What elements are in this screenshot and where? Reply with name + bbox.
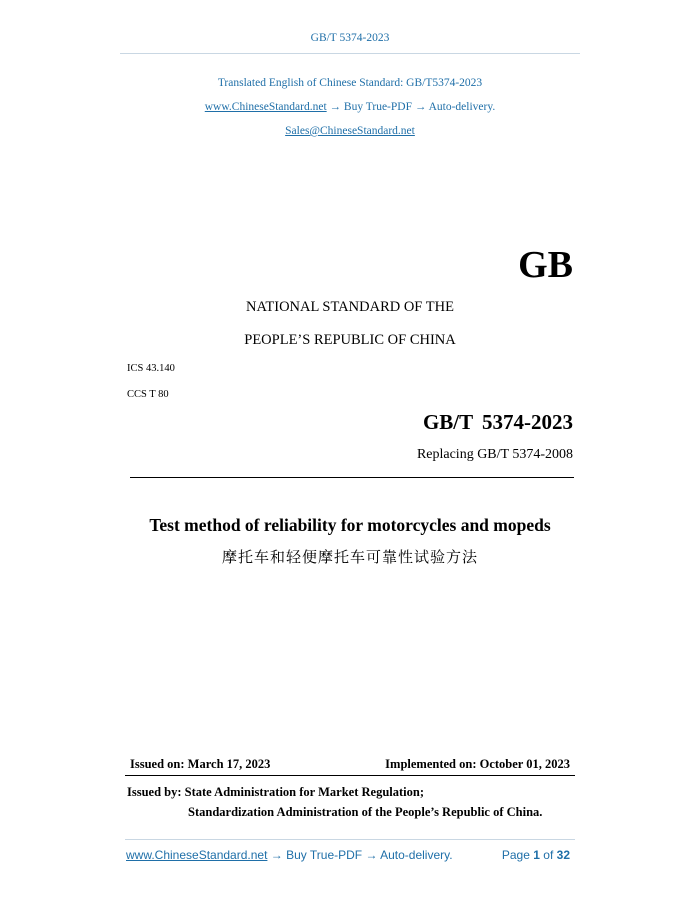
issued-by-line1: Issued by: State Administration for Market Regulation; [127, 785, 424, 799]
page-label: Page [501, 848, 530, 862]
footer-site-suffix: → Buy True-PDF → Auto-delivery. [267, 848, 453, 862]
promo-site-suffix: → Buy True-PDF → Auto-delivery. [326, 101, 496, 113]
document-title-chinese: 摩托车和轻便摩托车可靠性试验方法 [221, 548, 478, 566]
ics-code: ICS 43.140 [127, 363, 175, 374]
issue-divider [125, 775, 575, 776]
header-title: GB/T 5374-2023 [310, 32, 390, 44]
page-of-label: of [543, 848, 554, 862]
issued-by-line2: Standardization Administration of the People’s Republic of China. [188, 805, 543, 819]
issued-by-block [127, 782, 542, 822]
standard-number: GB/T 5374-2023 [422, 410, 573, 434]
promo-translation-line: Translated English of Chinese Standard: GB/T5374-2023 [217, 77, 483, 89]
gb-logo: GB [518, 244, 573, 286]
national-standard-line1: NATIONAL STANDARD OF THE [246, 299, 454, 315]
page-current: 1 [533, 848, 540, 862]
issued-on-date: Issued on: March 17, 2023 [130, 757, 271, 771]
document-title-english: Test method of reliability for motorcycles and mopeds [149, 515, 551, 535]
promo-site-link[interactable]: www.ChineseStandard.net [204, 101, 327, 113]
implemented-on-date: Implemented on: October 01, 2023 [385, 757, 570, 771]
page-indicator [502, 848, 570, 862]
promo-email-line [0, 125, 700, 137]
page-total: 32 [556, 848, 570, 862]
replacing-note: Replacing GB/T 5374-2008 [416, 447, 573, 462]
national-standard-line2: PEOPLE’S REPUBLIC OF CHINA [244, 332, 456, 348]
title-divider [130, 477, 574, 478]
footer-divider [125, 839, 575, 840]
footer-site-line [126, 848, 453, 862]
promo-email-link[interactable]: Sales@ChineseStandard.net [285, 125, 415, 137]
footer-site-link[interactable]: www.ChineseStandard.net [126, 848, 268, 862]
header-divider [120, 53, 580, 54]
ccs-code: CCS T 80 [127, 389, 169, 400]
promo-site-line [0, 101, 700, 113]
